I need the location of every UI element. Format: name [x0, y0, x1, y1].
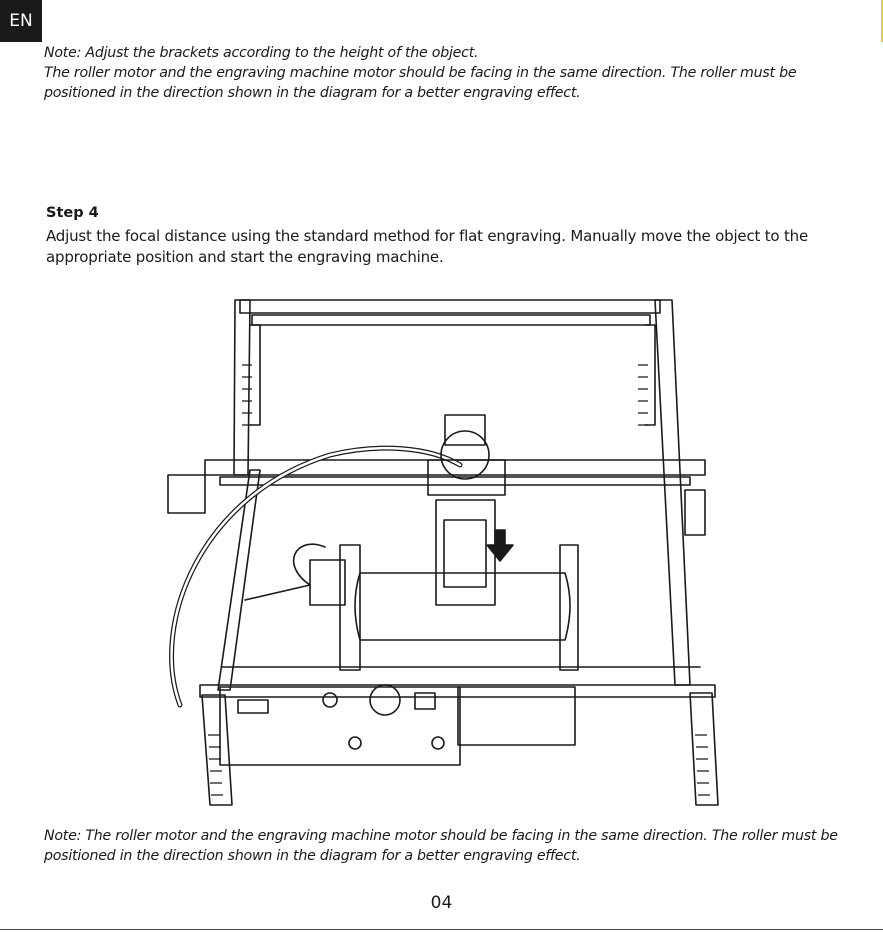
roller-cylinder — [355, 573, 570, 640]
left-y-motor — [168, 475, 205, 513]
top-note-line-2: The roller motor and the engraving machine motor should be facing in the same direction. The roller must be positioned in the direction shown in the diagram for a better engraving effect. — [44, 65, 797, 101]
left-rear-post — [234, 300, 250, 475]
language-tab: EN — [0, 0, 42, 42]
left-side-rail — [218, 470, 260, 690]
back-rail — [240, 300, 660, 313]
left-front-leg — [202, 695, 232, 805]
top-note — [44, 43, 844, 103]
control-box — [220, 687, 460, 765]
step-title: Step 4 — [46, 205, 99, 221]
bottom-note-text: Note: The roller motor and the engraving machine motor should be facing in the same direction. The roller must be positioned in the direction shown in the diagram for a better engraving effect. — [44, 828, 838, 864]
roller-cable — [245, 544, 325, 600]
laser-motor — [445, 415, 485, 445]
page-number: 04 — [430, 893, 453, 913]
step-description: Adjust the focal distance using the standard method for flat engraving. Manually move the object to the appropriate position and start the engraving machine. — [46, 227, 808, 266]
right-front-leg — [690, 693, 718, 805]
footer-rule — [0, 929, 883, 930]
top-note-line-1: Note: Adjust the brackets according to the height of the object. — [44, 45, 479, 61]
engraver-roller-diagram — [160, 295, 735, 815]
down-arrow — [487, 530, 513, 561]
bottom-note — [44, 826, 844, 866]
